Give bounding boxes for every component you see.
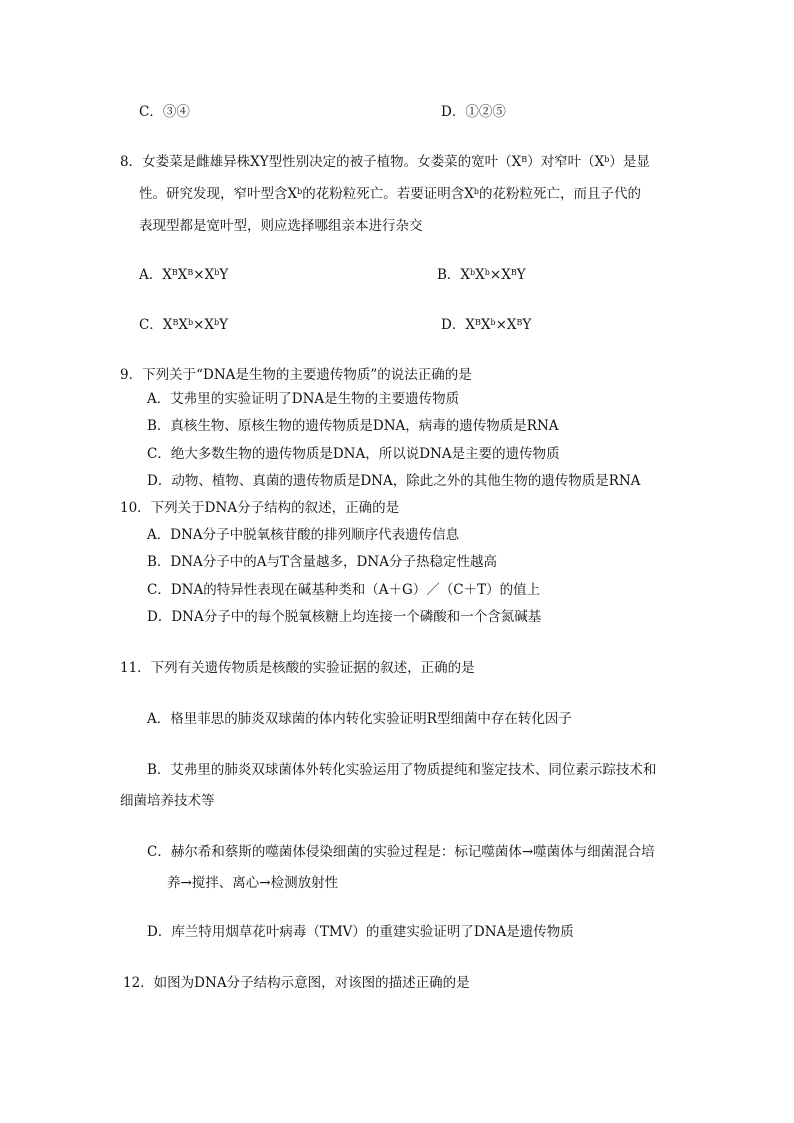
q10-stem: 10．下列关于DNA分子结构的叙述，正确的是 <box>120 500 400 516</box>
q11-option-d: D．库兰特用烟草花叶病毒（TMV）的重建实验证明了DNA是遗传物质 <box>147 924 574 940</box>
q7-option-c: C．③④ <box>139 104 190 120</box>
q8-stem-line2: 性。研究发现，窄叶型含$X^b$的花粉粒死亡。若要证明含$X^b$的花粉粒死亡，而且子代的 <box>139 186 641 202</box>
q8-option-d: D．$X^BX^b\times X^BY$ <box>441 317 532 333</box>
q9-option-c: C．绝大多数生物的遗传物质是DNA，所以说DNA是主要的遗传物质 <box>147 446 560 462</box>
q9-stem: 9．下列关于“DNA是生物的主要遗传物质”的说法正确的是 <box>120 367 472 383</box>
q9-option-d: D．动物、植物、真菌的遗传物质是DNA，除此之外的其他生物的遗传物质是RNA <box>147 473 641 489</box>
q11-option-b-line1: B．艾弗里的肺炎双球菌体外转化实验运用了物质提纯和鉴定技术、同位素示踪技术和 <box>147 762 657 778</box>
q10-option-b: B．DNA分子中的A与T含量越多，DNA分子热稳定性越高 <box>147 554 497 570</box>
q8-option-a: A．$X^BX^B\times X^bY$ <box>139 267 229 283</box>
q9-option-b: B．真核生物、原核生物的遗传物质是DNA，病毒的遗传物质是RNA <box>147 418 559 434</box>
q11-stem: 11．下列有关遗传物质是核酸的实验证据的叙述，正确的是 <box>120 660 475 676</box>
q10-option-a: A．DNA分子中脱氧核苷酸的排列顺序代表遗传信息 <box>147 527 460 543</box>
q9-option-a: A．艾弗里的实验证明了DNA是生物的主要遗传物质 <box>147 391 460 407</box>
q8-option-c: C．$X^BX^b\times X^bY$ <box>139 317 229 333</box>
q11-option-c-line1: C．赫尔希和蔡斯的噬菌体侵染细菌的实验过程是：标记噬菌体→噬菌体与细菌混合培 <box>147 844 655 860</box>
q8-option-b: B．$X^bX^b\times X^BY$ <box>437 267 526 283</box>
q11-option-c-line2: 养→搅拌、离心→检测放射性 <box>167 875 339 891</box>
q10-option-c: C．DNA的特异性表现在碱基种类和（A＋G）／（C＋T）的值上 <box>147 582 541 598</box>
q11-option-b-line2: 细菌培养技术等 <box>120 793 215 809</box>
q12-stem: 12．如图为DNA分子结构示意图，对该图的描述正确的是 <box>123 975 470 991</box>
q8-stem-line3: 表现型都是宽叶型，则应选择哪组亲本进行杂交 <box>139 218 423 234</box>
q11-option-a: A．格里菲思的肺炎双球菌的体内转化实验证明R型细菌中存在转化因子 <box>147 711 572 727</box>
q7-option-d: D．①②⑤ <box>441 104 506 120</box>
q8-stem-line1: 8．女娄菜是雌雄异株XY型性别决定的被子植物。女娄菜的宽叶$(X^B)$对窄叶$(X^b)$是显 <box>120 154 650 170</box>
q10-option-d: D．DNA分子中的每个脱氧核糖上均连接一个磷酸和一个含氮碱基 <box>147 609 542 625</box>
